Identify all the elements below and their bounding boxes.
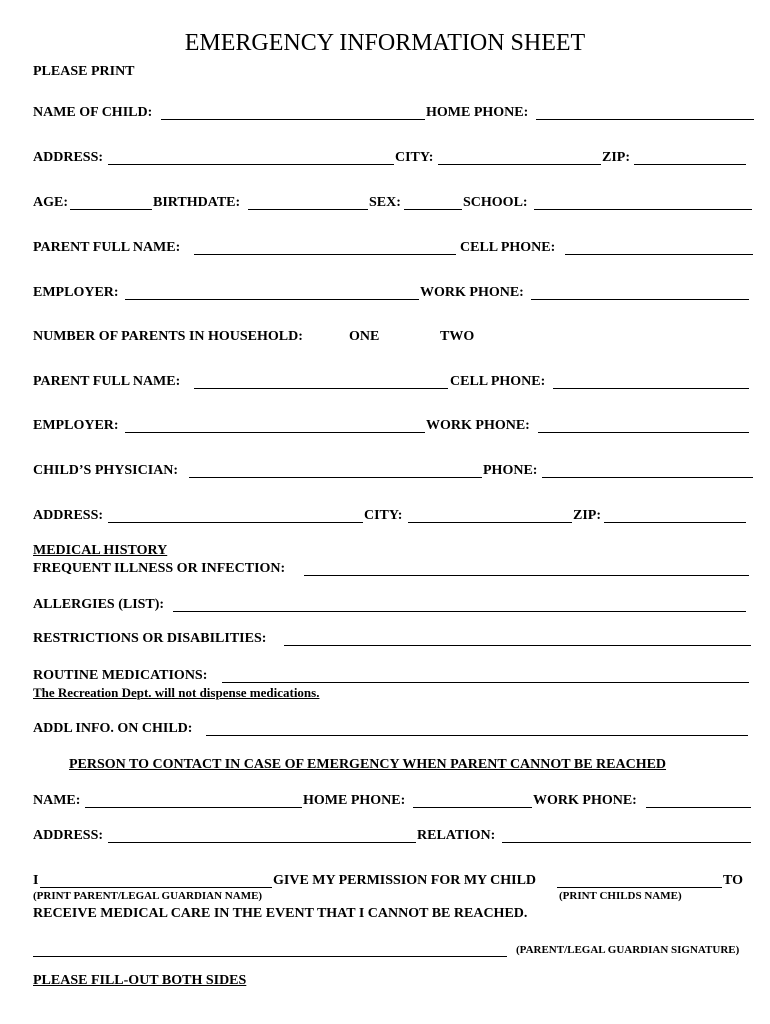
child-address-field[interactable] xyxy=(108,150,394,165)
parent2-work-phone-label: WORK PHONE: xyxy=(426,418,530,433)
parent1-work-phone-label: WORK PHONE: xyxy=(420,285,524,300)
emergency-home-phone-label: HOME PHONE: xyxy=(303,793,406,808)
parent2-name-field[interactable] xyxy=(194,374,448,389)
signature-field[interactable] xyxy=(33,942,507,957)
age-field[interactable] xyxy=(70,195,152,210)
medications-label: ROUTINE MEDICATIONS: xyxy=(33,668,208,683)
emergency-home-phone-field[interactable] xyxy=(413,793,532,808)
restrictions-label: RESTRICTIONS OR DISABILITIES: xyxy=(33,631,267,646)
permission-give-label: GIVE MY PERMISSION FOR MY CHILD xyxy=(273,873,537,888)
illness-label: FREQUENT ILLNESS OR INFECTION: xyxy=(33,561,286,576)
physician-address-label: ADDRESS: xyxy=(33,508,104,523)
physician-zip-label: ZIP: xyxy=(573,508,601,523)
permission-i-label: I xyxy=(33,873,39,888)
sex-label: SEX: xyxy=(369,195,401,210)
parent1-employer-label: EMPLOYER: xyxy=(33,285,119,300)
physician-phone-field[interactable] xyxy=(542,463,753,478)
addl-info-field[interactable] xyxy=(206,721,748,736)
physician-city-field[interactable] xyxy=(408,508,572,523)
child-city-field[interactable] xyxy=(438,150,601,165)
relation-field[interactable] xyxy=(502,828,751,843)
school-field[interactable] xyxy=(534,195,752,210)
parent-name-caption: (PRINT PARENT/LEGAL GUARDIAN NAME) xyxy=(33,890,263,902)
age-label: AGE: xyxy=(33,195,68,210)
signature-caption: (PARENT/LEGAL GUARDIAN SIGNATURE) xyxy=(516,944,740,956)
parent1-work-phone-field[interactable] xyxy=(531,285,749,300)
illness-field[interactable] xyxy=(304,561,749,576)
medical-history-heading: MEDICAL HISTORY xyxy=(33,543,168,558)
please-print-note: PLEASE PRINT xyxy=(33,64,135,79)
permission-to-label: TO xyxy=(723,873,743,888)
allergies-field[interactable] xyxy=(173,597,746,612)
physician-phone-label: PHONE: xyxy=(483,463,538,478)
addl-info-label: ADDL INFO. ON CHILD: xyxy=(33,721,193,736)
emergency-name-field[interactable] xyxy=(85,793,302,808)
home-phone-field[interactable] xyxy=(536,105,754,120)
emergency-name-label: NAME: xyxy=(33,793,81,808)
parent1-employer-field[interactable] xyxy=(125,285,419,300)
emergency-work-phone-label: WORK PHONE: xyxy=(533,793,637,808)
emergency-heading: PERSON TO CONTACT IN CASE OF EMERGENCY WHEN PARENT CANNOT BE REACHED xyxy=(69,757,667,772)
emergency-work-phone-field[interactable] xyxy=(646,793,751,808)
child-zip-field[interactable] xyxy=(634,150,746,165)
parent2-employer-field[interactable] xyxy=(125,418,425,433)
allergies-label: ALLERGIES (LIST): xyxy=(33,597,165,612)
parent-print-name-field[interactable] xyxy=(40,873,272,888)
restrictions-field[interactable] xyxy=(284,631,751,646)
medications-field[interactable] xyxy=(222,668,749,683)
page-title: EMERGENCY INFORMATION SHEET xyxy=(184,30,586,56)
birthdate-field[interactable] xyxy=(248,195,368,210)
parent2-cell-label: CELL PHONE: xyxy=(450,374,546,389)
parent1-cell-field[interactable] xyxy=(565,240,753,255)
physician-field[interactable] xyxy=(189,463,482,478)
parent2-employer-label: EMPLOYER: xyxy=(33,418,119,433)
physician-address-field[interactable] xyxy=(108,508,363,523)
physician-city-label: CITY: xyxy=(364,508,403,523)
emergency-address-label: ADDRESS: xyxy=(33,828,104,843)
child-print-name-field[interactable] xyxy=(557,873,722,888)
home-phone-label: HOME PHONE: xyxy=(426,105,529,120)
relation-label: RELATION: xyxy=(417,828,496,843)
footer-note: PLEASE FILL-OUT BOTH SIDES xyxy=(33,973,247,988)
child-zip-label: ZIP: xyxy=(602,150,630,165)
physician-label: CHILD’S PHYSICIAN: xyxy=(33,463,179,478)
parent2-name-label: PARENT FULL NAME: xyxy=(33,374,181,389)
birthdate-label: BIRTHDATE: xyxy=(153,195,241,210)
medications-note: The Recreation Dept. will not dispense medications. xyxy=(33,685,320,700)
child-city-label: CITY: xyxy=(395,150,434,165)
school-label: SCHOOL: xyxy=(463,195,528,210)
physician-zip-field[interactable] xyxy=(604,508,746,523)
parent1-name-label: PARENT FULL NAME: xyxy=(33,240,181,255)
sex-field[interactable] xyxy=(404,195,462,210)
parent1-cell-label: CELL PHONE: xyxy=(460,240,556,255)
child-name-field[interactable] xyxy=(161,105,425,120)
household-option-one[interactable]: ONE xyxy=(349,329,380,344)
parent1-name-field[interactable] xyxy=(194,240,456,255)
parent2-work-phone-field[interactable] xyxy=(538,418,749,433)
permission-line2: RECEIVE MEDICAL CARE IN THE EVENT THAT I CANNOT BE REACHED. xyxy=(33,906,528,921)
child-name-caption: (PRINT CHILDS NAME) xyxy=(559,890,682,902)
child-name-label: NAME OF CHILD: xyxy=(33,105,153,120)
child-address-label: ADDRESS: xyxy=(33,150,104,165)
parent2-cell-field[interactable] xyxy=(553,374,749,389)
household-label: NUMBER OF PARENTS IN HOUSEHOLD: xyxy=(33,329,303,344)
household-option-two[interactable]: TWO xyxy=(440,329,475,344)
emergency-address-field[interactable] xyxy=(108,828,416,843)
